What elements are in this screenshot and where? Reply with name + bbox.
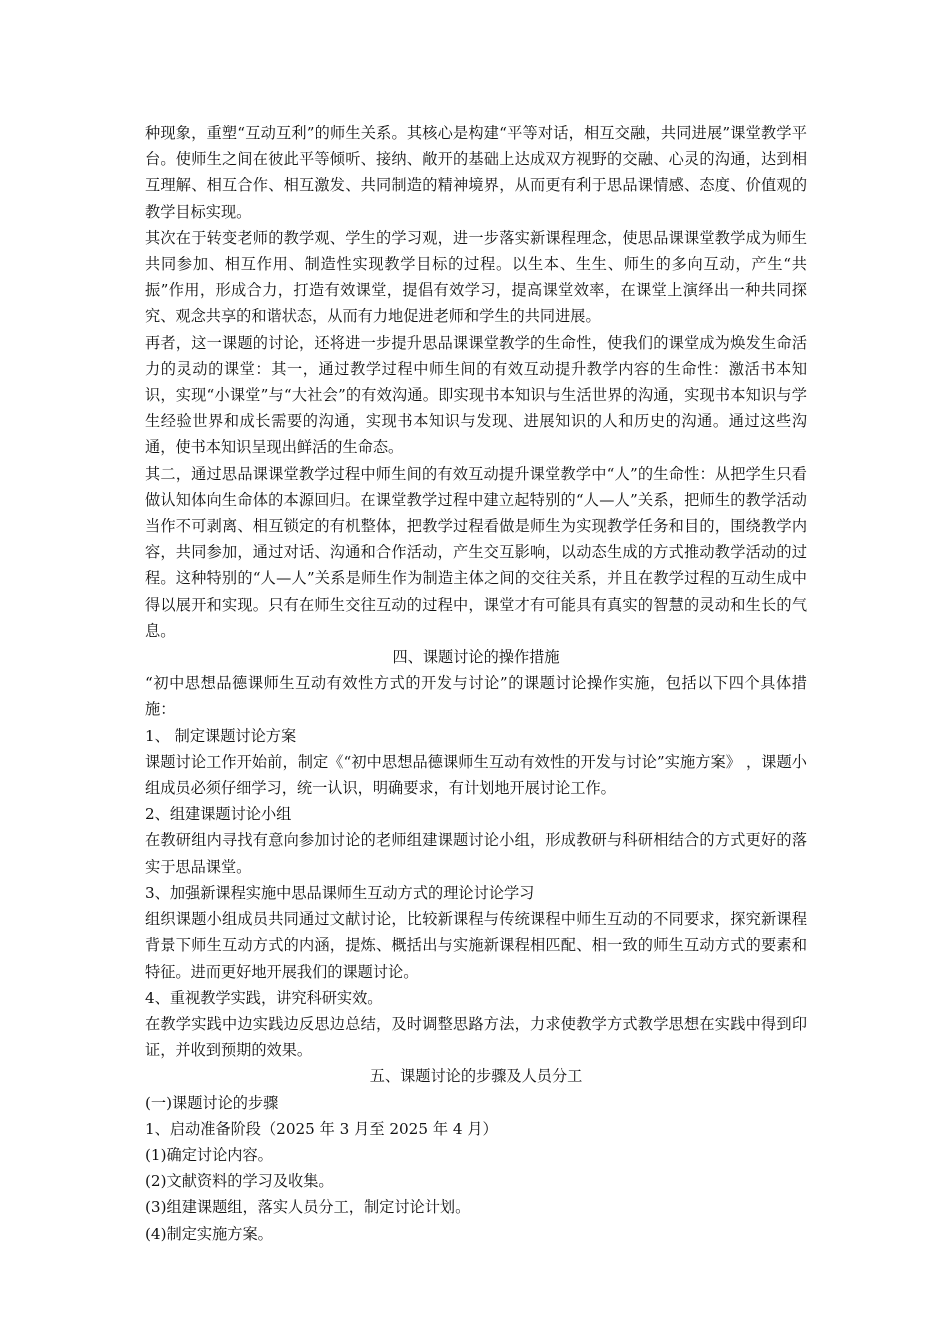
- body-paragraph: 组织课题小组成员共同通过文献讨论，比较新课程与传统课程中师生互动的不同要求，探究新课程背景下师生互动方式的内涵，提炼、概括出与实施新课程相匹配、相一致的师生互动方式的要素和特征。进而更好地开展我们的课题讨论。: [145, 910, 807, 981]
- body-paragraph: 在教学实践中边实践边反思边总结，及时调整思路方法，力求使教学方式教学思想在实践中得到印证，并收到预期的效果。: [145, 1014, 807, 1060]
- stage-title: 1、启动准备阶段（2025 年 3 月至 2025 年 4 月）: [145, 1119, 498, 1138]
- list-item: (1)确定讨论内容。: [145, 1145, 273, 1164]
- list-item: (3)组建课题组，落实人员分工，制定讨论计划。: [145, 1198, 471, 1217]
- body-paragraph: 再者，这一课题的讨论，还将进一步提升思品课课堂教学的生命性，使我们的课堂成为焕发生命活力的灵动的课堂：其一，通过教学过程中师生间的有效互动提升教学内容的生命性：激活书本知识，实现“小课堂”与“大社会”的有效沟通。即实现书本知识与生活世界的沟通，实现书本知识与学生经验世界和成长需要的沟通，实现书本知识与发现、进展知识的人和历史的沟通。通过这些沟通，使书本知识呈现出鲜活的生命态。: [145, 333, 807, 457]
- measure-title: 2、组建课题讨论小组: [145, 805, 292, 824]
- list-item: (2)文献资料的学习及收集。: [145, 1172, 334, 1191]
- measure-title: 4、重视教学实践，讲究科研实效。: [145, 988, 383, 1007]
- section-heading: 五、课题讨论的步骤及人员分工: [369, 1067, 583, 1086]
- body-paragraph: 种现象，重塑“互动互利”的师生关系。其核心是构建“平等对话，相互交融，共同进展”课堂教学平台。使师生之间在彼此平等倾听、接纳、敞开的基础上达成双方视野的交融、心灵的沟通，达到相互理解、相互合作、相互激发、共同制造的精神境界，从而更有利于思品课情感、态度、价值观的教学目标实现。: [145, 124, 807, 221]
- subsection-title: (一)课题讨论的步骤: [145, 1093, 279, 1112]
- measure-title: 1、 制定课题讨论方案: [145, 726, 297, 745]
- measure-title: 3、加强新课程实施中思品课师生互动方式的理论讨论学习: [145, 883, 535, 902]
- list-item: (4)制定实施方案。: [145, 1224, 273, 1243]
- body-paragraph: 其二，通过思品课课堂教学过程中师生间的有效互动提升课堂教学中“人”的生命性：从把学生只看做认知体向生命体的本源回归。在课堂教学过程中建立起特别的“人—人”关系，把师生的教学活动当作不可剥离、相互锁定的有机整体，把教学过程看做是师生为实现教学任务和目的，围绕教学内容，共同参加，通过对话、沟通和合作活动，产生交互影响，以动态生成的方式推动教学活动的过程。这种特别的“人—人”关系是师生作为制造主体之间的交往关系，并且在教学过程的互动生成中得以展开和实现。只有在师生交往互动的过程中，课堂才有可能具有真实的智慧的灵动和生长的气息。: [145, 464, 807, 640]
- body-paragraph: 其次在于转变老师的教学观、学生的学习观，进一步落实新课程理念，使思品课课堂教学成为师生共同参加、相互作用、制造性实现教学目标的过程。以生本、生生、师生的多向互动，产生“共振”作用，形成合力，打造有效课堂，提倡有效学习，提高课堂效率，在课堂上演绎出一种共同探究、观念共享的和谐状态，从而有力地促进老师和学生的共同进展。: [145, 228, 807, 326]
- body-paragraph: 课题讨论工作开始前，制定《“初中思想品德课师生互动有效性的开发与讨论”实施方案》 ，课题小组成员必须仔细学习，统一认识，明确要求，有计划地开展讨论工作。: [145, 752, 807, 798]
- section-heading: 四、课题讨论的操作措施: [392, 648, 560, 667]
- document-body: [145, 120, 807, 1247]
- body-paragraph: “初中思想品德课师生互动有效性方式的开发与讨论”的课题讨论操作实施，包括以下四个具体措施：: [145, 674, 807, 719]
- body-paragraph: 在教研组内寻找有意向参加讨论的老师组建课题讨论小组，形成教研与科研相结合的方式更好的落实于思品课堂。: [145, 831, 807, 876]
